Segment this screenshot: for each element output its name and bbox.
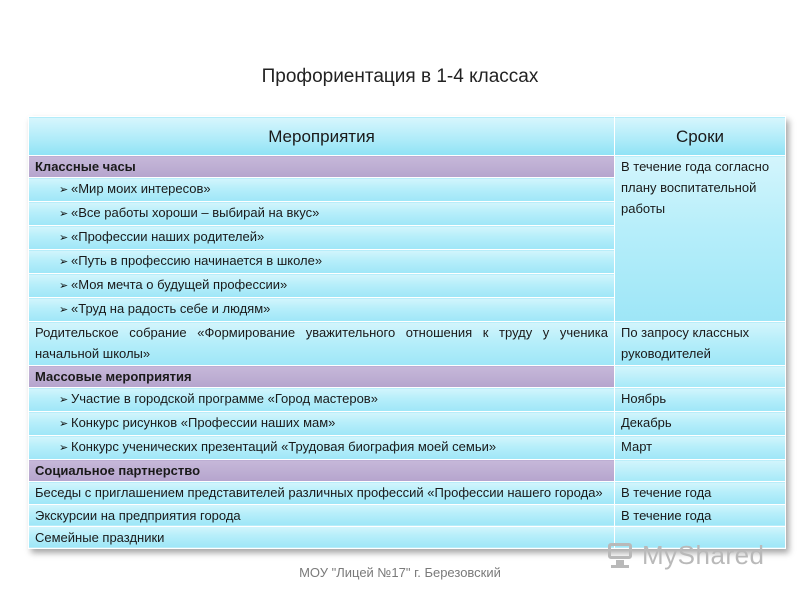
section-label: Социальное партнерство [29, 460, 615, 482]
activities-table-container [28, 116, 786, 549]
arrow-bullet-icon: ➢ [59, 442, 69, 455]
arrow-bullet-icon: ➢ [59, 208, 69, 221]
table-header-row [29, 117, 786, 156]
section-label: Массовые мероприятия [29, 366, 615, 388]
list-item [29, 202, 615, 226]
list-item-text: «Путь в профессию начинается в школе» [71, 253, 323, 269]
partnership-item-period: В течение года [615, 482, 786, 504]
arrow-bullet-icon: ➢ [59, 304, 69, 317]
table-row [29, 504, 786, 526]
class-hours-period: В течение года согласно плану воспитательной работы [615, 156, 786, 322]
table-row [29, 436, 786, 460]
table-row [29, 388, 786, 412]
arrow-bullet-icon: ➢ [59, 394, 69, 407]
list-item-text: «Моя мечта о будущей профессии» [71, 277, 288, 293]
arrow-bullet-icon: ➢ [59, 184, 69, 197]
list-item [29, 436, 615, 460]
list-item [29, 226, 615, 250]
partnership-item-text: Экскурсии на предприятия города [29, 504, 615, 526]
partnership-item-text: Семейные праздники [29, 526, 615, 548]
parent-meeting-text: Родительское собрание «Формирование уважительного отношения к труду у ученика начальной школы» [29, 322, 615, 366]
list-item-text: Конкурс ученических презентаций «Трудовая биография моей семьи» [71, 439, 497, 455]
list-item-text: «Мир моих интересов» [71, 181, 211, 197]
list-item [29, 250, 615, 274]
partnership-item-period: В течение года [615, 504, 786, 526]
table-row [29, 322, 786, 366]
list-item [29, 298, 615, 322]
arrow-bullet-icon: ➢ [59, 280, 69, 293]
section-label: Классные часы [29, 156, 615, 178]
activities-table [28, 116, 786, 549]
section-row-partnership [29, 460, 786, 482]
table-row [29, 482, 786, 504]
page-title: Профориентация в 1-4 классах [261, 66, 539, 87]
section-period-empty [615, 460, 786, 482]
list-item-text: «Все работы хороши – выбирай на вкус» [71, 205, 320, 221]
section-period-empty [615, 366, 786, 388]
list-item [29, 412, 615, 436]
arrow-bullet-icon: ➢ [59, 418, 69, 431]
event-period: Март [615, 436, 786, 460]
list-item-text: Участие в городской программе «Город мастеров» [71, 391, 378, 407]
event-period: Декабрь [615, 412, 786, 436]
list-item-text: «Труд на радость себе и людям» [71, 301, 271, 317]
list-item-text: Конкурс рисунков «Профессии наших мам» [71, 415, 336, 431]
event-period: Ноябрь [615, 388, 786, 412]
arrow-bullet-icon: ➢ [59, 256, 69, 269]
section-row-class-hours [29, 156, 786, 178]
section-row-mass-events [29, 366, 786, 388]
list-item [29, 274, 615, 298]
table-row [29, 412, 786, 436]
watermark-text: MyShared [642, 539, 765, 570]
partnership-item-text: Беседы с приглашением представителей различных профессий «Профессии нашего города» [29, 482, 615, 504]
header-events: Мероприятия [29, 117, 615, 156]
list-item-text: «Профессии наших родителей» [71, 229, 265, 245]
list-item [29, 178, 615, 202]
parent-meeting-period: По запросу классных руководителей [615, 322, 786, 366]
arrow-bullet-icon: ➢ [59, 232, 69, 245]
header-dates: Сроки [615, 117, 786, 156]
footer-text: МОУ "Лицей №17" г. Березовский [299, 565, 501, 580]
list-item [29, 388, 615, 412]
